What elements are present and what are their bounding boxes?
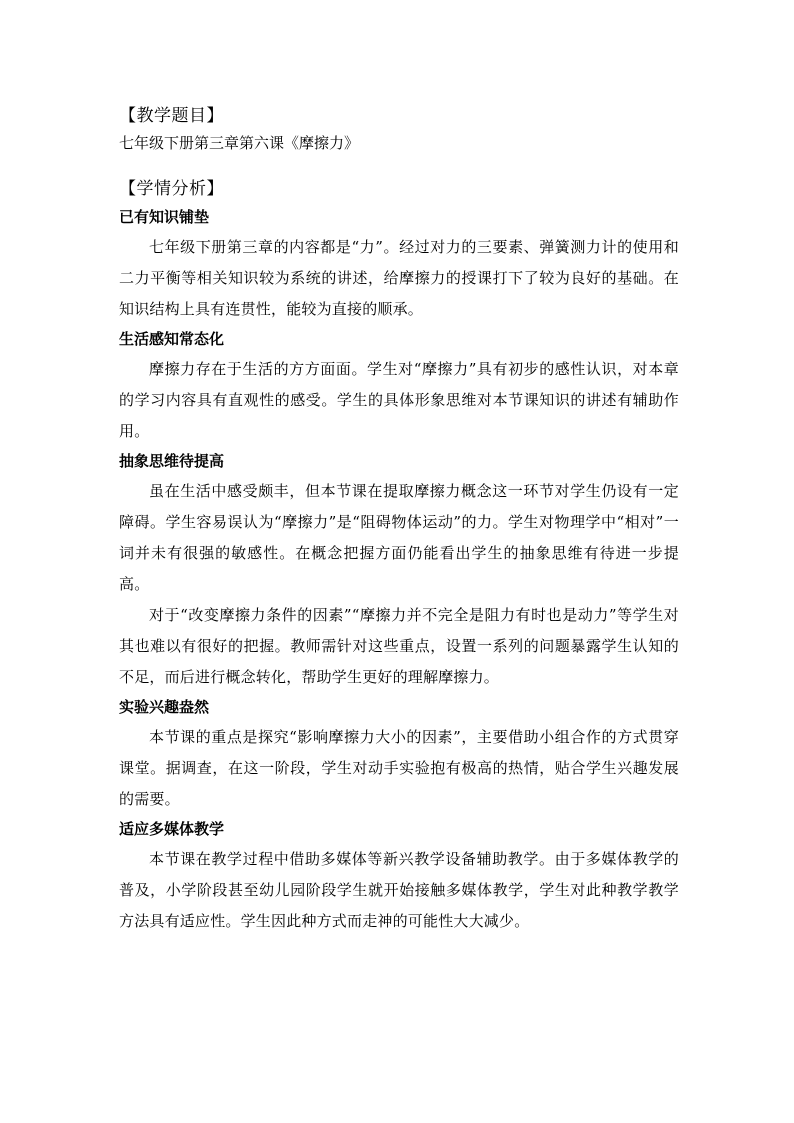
section-experiment-interest bbox=[119, 693, 679, 815]
sub-heading: 实验兴趣盎然 bbox=[119, 698, 210, 716]
document-body bbox=[119, 103, 679, 937]
sub-heading: 生活感知常态化 bbox=[119, 330, 225, 348]
paragraph: 虽在生活中感受颇丰，但本节课在提取摩擦力概念这一环节对学生仍设有一定障碍。学生容易误认为“摩擦力”是“阻碍物体运动”的力。学生对物理学中“相对”一词并未有很强的敏感性。在概念把握方面仍能看出学生的抽象思维有待进一步提高。 bbox=[119, 482, 679, 593]
sub-heading: 已有知识铺垫 bbox=[119, 208, 210, 226]
section-prior-knowledge bbox=[119, 203, 679, 325]
topic-line: 七年级下册第三章第六课《摩擦力》 bbox=[119, 134, 360, 152]
paragraph: 对于“改变摩擦力条件的因素”“摩擦力并不完全是阻力有时也是动力”等学生对其也难以有很好的把握。教师需针对这些重点，设置一系列的问题暴露学生认知的不足，而后进行概念转化，帮助学生更好的理解摩擦力。 bbox=[119, 606, 679, 686]
section-multimedia bbox=[119, 815, 679, 937]
section-abstract-thinking bbox=[119, 447, 679, 693]
paragraph: 本节课在教学过程中借助多媒体等新兴教学设备辅助教学。由于多媒体教学的普及，小学阶段甚至幼儿园阶段学生就开始接触多媒体教学，学生对此种教学教学方法具有适应性。学生因此种方式而走神的可能性大大减少。 bbox=[119, 850, 679, 930]
analysis-heading: 【学情分析】 bbox=[119, 179, 224, 199]
sub-heading: 适应多媒体教学 bbox=[119, 820, 225, 838]
sub-heading: 抽象思维待提高 bbox=[119, 452, 225, 470]
paragraph: 七年级下册第三章的内容都是“力”。经过对力的三要素、弹簧测力计的使用和二力平衡等相关知识较为系统的讲述，给摩擦力的授课打下了较为良好的基础。在知识结构上具有连贯性，能较为直接的顺承。 bbox=[119, 238, 679, 318]
topic-heading: 【教学题目】 bbox=[119, 106, 224, 126]
section-spacer bbox=[119, 156, 679, 176]
paragraph: 本节课的重点是探究“影响摩擦力大小的因素”，主要借助小组合作的方式贯穿课堂。据调查，在这一阶段，学生对动手实验抱有极高的热情，贴合学生兴趣发展的需要。 bbox=[119, 728, 679, 808]
paragraph: 摩擦力存在于生活的方方面面。学生对“摩擦力”具有初步的感性认识，对本章的学习内容具有直观性的感受。学生的具体形象思维对本节课知识的讲述有辅助作用。 bbox=[119, 360, 679, 440]
section-life-perception bbox=[119, 325, 679, 447]
